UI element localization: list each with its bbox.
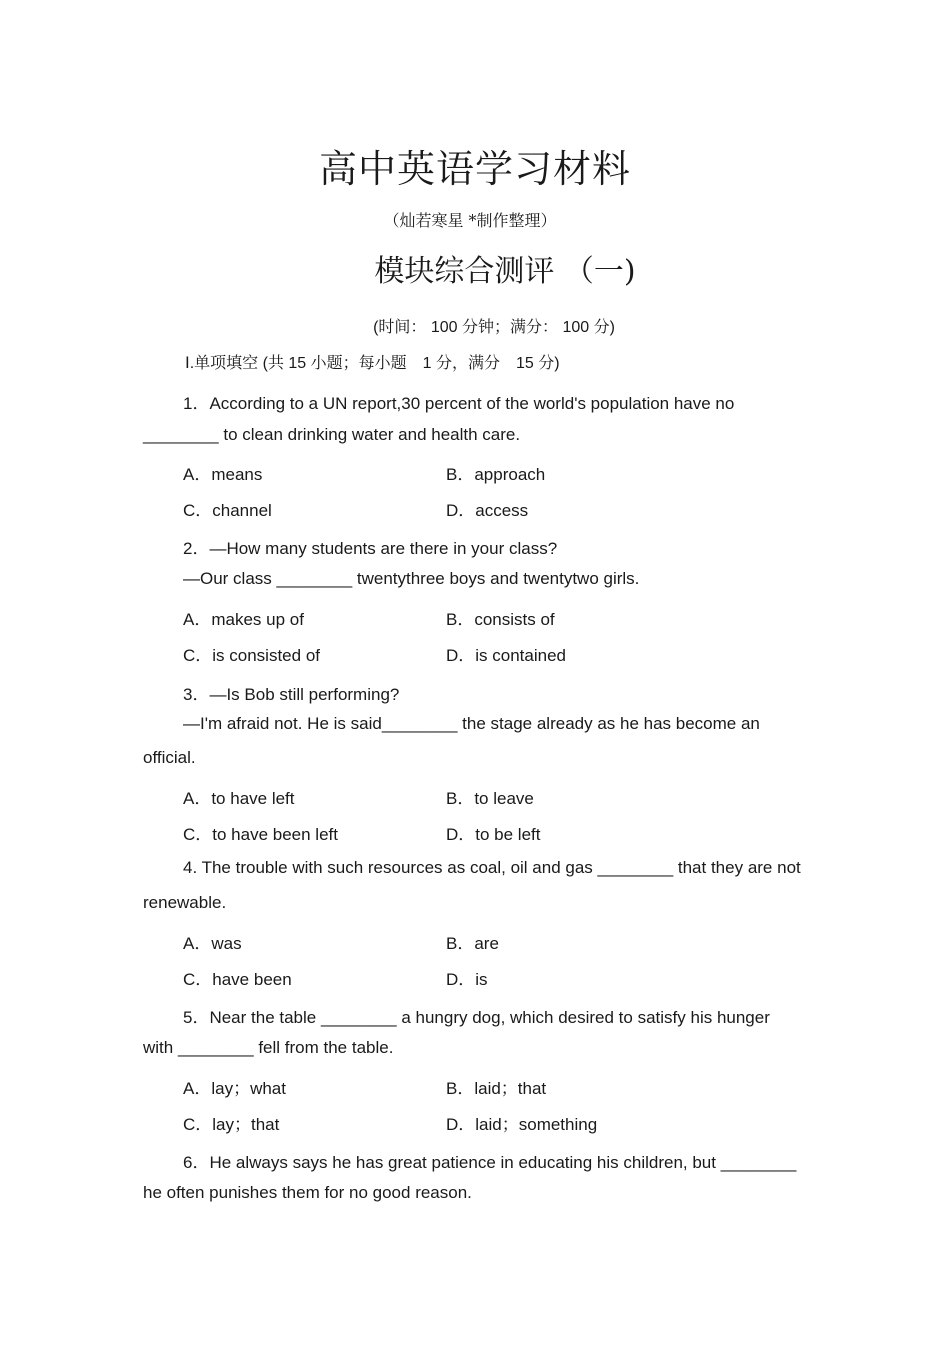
question-5-option-d: D．laid；something xyxy=(446,1115,598,1134)
question-6-line-1: 6．He always says he has great patience in educating his children, but ________ xyxy=(183,1153,797,1172)
question-6-line-2: he often punishes them for no good reason. xyxy=(143,1183,472,1202)
document-subtitle: （灿若寒星 *制作整理） xyxy=(383,211,557,230)
question-1-option-b: B．approach xyxy=(446,465,546,484)
question-5-line-2: with ________ fell from the table. xyxy=(143,1038,394,1057)
question-4-line-1: 4. The trouble with such resources as coal, oil and gas ________ that they are not xyxy=(183,858,801,877)
question-2-line-2: —Our class ________ twentythree boys and twentytwo girls. xyxy=(183,569,640,588)
question-2-line-1: 2．—How many students are there in your class? xyxy=(183,539,558,558)
question-5-option-b: B．laid；that xyxy=(446,1079,547,1098)
question-2-option-a: A．makes up of xyxy=(183,610,304,629)
question-1-option-a: A．means xyxy=(183,465,263,484)
question-3-line-2: —I'm afraid not. He is said________ the stage already as he has become an xyxy=(183,714,760,733)
question-4-option-d: D．is xyxy=(446,970,488,989)
question-3-line-1: 3．—Is Bob still performing? xyxy=(183,685,400,704)
question-3-line-3: official. xyxy=(143,748,196,767)
module-title: 模块综合测评 （一) xyxy=(374,254,636,289)
exam-meta: (时间： 100 分钟；满分： 100 分) xyxy=(373,319,615,336)
question-2-option-c: C．is consisted of xyxy=(183,646,320,665)
document-title: 高中英语学习材料 xyxy=(318,147,631,191)
question-5-option-c: C．lay；that xyxy=(183,1115,280,1134)
question-1-option-c: C．channel xyxy=(183,501,272,520)
question-4-option-a: A．was xyxy=(183,934,242,953)
question-2-option-d: D．is contained xyxy=(446,646,567,665)
question-3-option-c: C．to have been left xyxy=(183,825,338,844)
question-2-option-b: B．consists of xyxy=(446,610,555,629)
question-1-option-d: D．access xyxy=(446,501,529,520)
question-4-option-b: B．are xyxy=(446,934,499,953)
question-3-option-a: A．to have left xyxy=(183,789,295,808)
question-1-line-2: ________ to clean drinking water and health care. xyxy=(143,425,521,444)
question-5-option-a: A．lay；what xyxy=(183,1079,286,1098)
question-5-line-1: 5．Near the table ________ a hungry dog, which desired to satisfy his hunger xyxy=(183,1008,770,1027)
section-heading: Ⅰ.单项填空 (共 15 小题；每小题 1 分，满分 15 分) xyxy=(185,355,560,372)
question-1-line-1: 1．According to a UN report,30 percent of the world's population have no xyxy=(183,394,735,413)
question-3-option-b: B．to leave xyxy=(446,789,534,808)
question-4-line-2: renewable. xyxy=(143,893,227,912)
question-4-option-c: C．have been xyxy=(183,970,292,989)
question-3-option-d: D．to be left xyxy=(446,825,541,844)
